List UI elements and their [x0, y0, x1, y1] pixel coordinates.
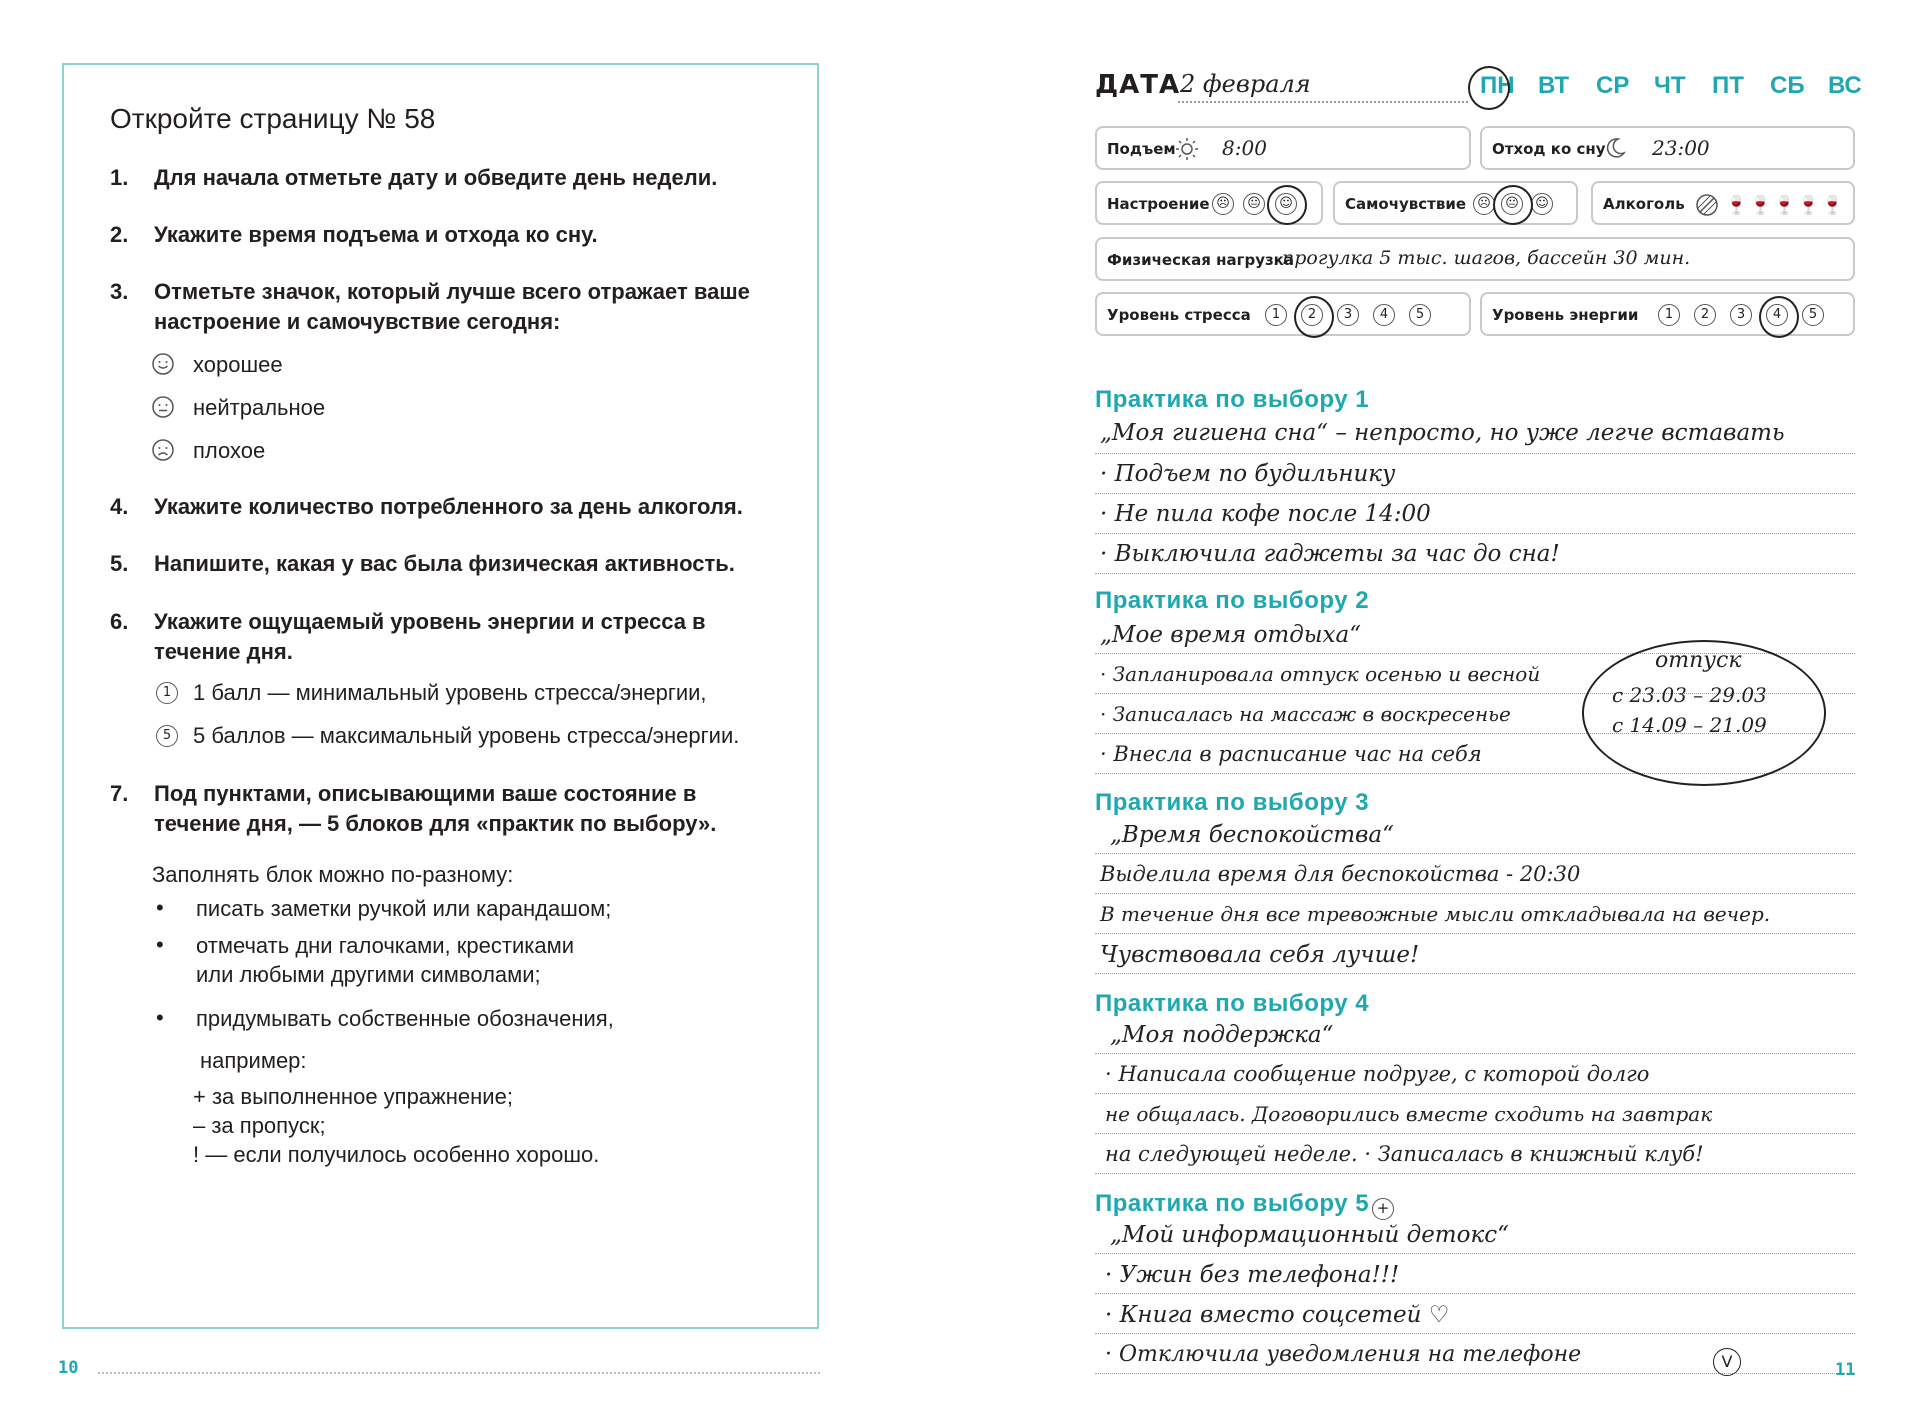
practice-2-line: · Запланировала отпуск осенью и весной [1100, 662, 1541, 686]
practice-1-title: Практика по выбору 1 [1095, 386, 1370, 413]
step-number: 5. [110, 551, 129, 576]
practice-5-title: Практика по выбору 5 [1095, 1190, 1370, 1217]
sad-face-icon [151, 438, 175, 466]
energy-1[interactable]: 1 [1658, 304, 1680, 326]
bullet-text: отмечать дни галочками, крестиками [196, 933, 574, 958]
step-number: 2. [110, 222, 129, 247]
scale-min-text: 1 балл — минимальный уровень стресса/энергии, [193, 680, 707, 705]
practice-2-line: „Мое время отдыха“ [1100, 622, 1361, 648]
sleep-label: Отход ко сну [1492, 140, 1606, 158]
wellbeing-label: Самочувствие [1345, 195, 1467, 213]
smile-icon[interactable]: ☺ [1275, 193, 1297, 215]
practice-5-line: · Отключила уведомления на телефоне [1105, 1342, 1582, 1367]
glass-icon[interactable]: 🍷 [1773, 195, 1796, 216]
step-text: Укажите время подъема и отхода ко сну. [154, 222, 598, 247]
sad-face-icon[interactable]: ☹ [1212, 193, 1234, 215]
ruled-line [1095, 893, 1855, 894]
page-number-right: 11 [1835, 1360, 1856, 1380]
sleep-field[interactable] [1480, 126, 1855, 170]
ruled-line [1095, 933, 1855, 934]
vacation-date: с 23.03 – 29.03 [1612, 683, 1767, 707]
stress-label: Уровень стресса [1107, 306, 1251, 324]
practice-5-line: · Книга вместо соцсетей ♡ [1105, 1302, 1450, 1328]
glass-icon[interactable]: 🍷 [1797, 195, 1820, 216]
bullet-dot: • [156, 895, 164, 920]
mark-excl: ! — если получилось особенно хорошо. [193, 1142, 600, 1167]
step-number: 7. [110, 781, 129, 806]
energy-5[interactable]: 5 [1802, 304, 1824, 326]
stress-2[interactable]: 2 [1301, 304, 1323, 326]
activity-field[interactable] [1095, 237, 1855, 281]
bullet-dot: • [156, 932, 164, 957]
practice-4-line: не общалась. Договорились вместе сходить на завтрак [1105, 1102, 1713, 1126]
step-text: Укажите ощущаемый уровень энергии и стресса в течение дня. [154, 609, 706, 664]
no-alcohol-icon[interactable] [1695, 193, 1719, 221]
ruled-line [1095, 1133, 1855, 1134]
smile-icon [151, 352, 175, 380]
ruled-line [1095, 1373, 1855, 1374]
footer-rule [98, 1372, 820, 1374]
wake-field[interactable] [1095, 126, 1471, 170]
alcohol-field[interactable] [1591, 181, 1855, 225]
glass-icon[interactable]: 🍷 [1821, 195, 1844, 216]
vacation-title: отпуск [1655, 648, 1742, 673]
sleep-time: 23:00 [1652, 136, 1710, 160]
wake-time: 8:00 [1222, 136, 1267, 160]
practice-3-line: „Время беспокойства“ [1110, 822, 1394, 848]
selected-energy-circle [1759, 296, 1799, 338]
bullet-text: писать заметки ручкой или карандашом; [196, 896, 612, 921]
selected-stress-circle [1294, 296, 1334, 338]
mood-label: Настроение [1107, 195, 1210, 213]
practice-3-line: Чувствовала себя лучше! [1100, 942, 1420, 968]
activity-value: прогулка 5 тыс. шагов, бассейн 30 мин. [1282, 247, 1691, 269]
date-label: ДАТА [1095, 70, 1181, 100]
day-fri[interactable]: ПТ [1712, 72, 1744, 99]
date-line [1178, 101, 1468, 103]
page-title: Откройте страницу № 58 [110, 103, 436, 134]
ruled-line [1095, 1293, 1855, 1294]
bullet-text: придумывать собственные обозначения, [196, 1006, 614, 1031]
day-mon[interactable]: ПН [1480, 72, 1515, 99]
alcohol-label: Алкоголь [1603, 195, 1685, 213]
check-mark-icon: V [1713, 1348, 1741, 1376]
ruled-line [1095, 1333, 1855, 1334]
step-number: 6. [110, 609, 129, 634]
activity-label: Физическая нагрузка [1107, 251, 1294, 269]
energy-label: Уровень энергии [1492, 306, 1639, 324]
step-number: 4. [110, 494, 129, 519]
practice-5-line: „Мой информационный детокс“ [1110, 1222, 1509, 1248]
mark-minus: – за пропуск; [193, 1113, 326, 1138]
practice-3-line: В течение дня все тревожные мысли откладывала на вечер. [1100, 902, 1771, 926]
selected-wellbeing-circle [1493, 185, 1533, 225]
practice-4-line: · Написала сообщение подруге, с которой долго [1105, 1062, 1650, 1086]
selected-mood-circle [1267, 185, 1307, 225]
energy-2[interactable]: 2 [1694, 304, 1716, 326]
day-tue[interactable]: ВТ [1538, 72, 1570, 99]
energy-3[interactable]: 3 [1730, 304, 1752, 326]
scale-max-icon: 5 [156, 725, 178, 747]
ruled-line [1095, 453, 1855, 454]
practice-2-line: · Внесла в расписание час на себя [1100, 742, 1482, 766]
energy-field[interactable] [1480, 292, 1855, 336]
practice-4-title: Практика по выбору 4 [1095, 990, 1370, 1017]
practice-3-title: Практика по выбору 3 [1095, 789, 1370, 816]
ruled-line [1095, 1053, 1855, 1054]
practice-3-line: Выделила время для беспокойства - 20:30 [1100, 862, 1581, 886]
stress-5[interactable]: 5 [1409, 304, 1431, 326]
practice-2-line: · Записалась на массаж в воскресенье [1100, 702, 1511, 726]
practice-2-title: Практика по выбору 2 [1095, 587, 1370, 614]
ruled-line [1095, 493, 1855, 494]
plus-mark-icon: + [1372, 1198, 1394, 1220]
glass-icon[interactable]: 🍷 [1725, 195, 1748, 216]
practice-4-line: на следующей неделе. · Записалась в книжный клуб! [1105, 1142, 1704, 1166]
moon-icon [1604, 136, 1626, 164]
mood-neutral: нейтральное [193, 395, 326, 420]
step-text: Для начала отметьте дату и обведите день недели. [154, 165, 718, 190]
example-label: например: [200, 1048, 307, 1073]
wellbeing-field[interactable] [1333, 181, 1578, 225]
wake-label: Подъем [1107, 140, 1176, 158]
practice-4-line: „Моя поддержка“ [1110, 1022, 1334, 1048]
mood-field[interactable] [1095, 181, 1323, 225]
stress-4[interactable]: 4 [1373, 304, 1395, 326]
ruled-line [1095, 973, 1855, 974]
step-text: Отметьте значок, который лучше всего отражает ваше настроение и самочувствие сегодня: [154, 279, 750, 334]
practice-5-line: · Ужин без телефона!!! [1105, 1262, 1400, 1288]
neutral-face-icon [151, 395, 175, 423]
smile-icon[interactable]: ☺ [1531, 193, 1553, 215]
mood-good: хорошее [193, 352, 283, 377]
step-text: Напишите, какая у вас была физическая активность. [154, 551, 735, 576]
bullet-dot: • [156, 1005, 164, 1030]
scale-max-text: 5 баллов — максимальный уровень стресса/энергии. [193, 723, 740, 748]
ruled-line [1095, 533, 1855, 534]
stress-field[interactable] [1095, 292, 1471, 336]
sad-face-icon[interactable]: ☹ [1473, 193, 1495, 215]
scale-min-icon: 1 [156, 682, 178, 704]
practice-1-line: · Подъем по будильнику [1100, 461, 1396, 487]
fill-intro: Заполнять блок можно по-разному: [152, 862, 514, 887]
day-sat[interactable]: СБ [1770, 72, 1805, 99]
stress-3[interactable]: 3 [1337, 304, 1359, 326]
practice-1-line: · Выключила гаджеты за час до сна! [1100, 541, 1560, 567]
practice-1-line: „Моя гигиена сна“ – непросто, но уже легче вставать [1100, 420, 1785, 446]
neutral-face-icon[interactable]: 😐 [1501, 193, 1523, 215]
day-wed[interactable]: СР [1596, 72, 1630, 99]
ruled-line [1095, 573, 1855, 574]
step-number: 1. [110, 165, 129, 190]
selected-day-circle [1468, 66, 1510, 110]
page-number-left: 10 [58, 1358, 79, 1378]
mood-bad: плохое [193, 438, 266, 463]
day-thu[interactable]: ЧТ [1654, 72, 1686, 99]
neutral-face-icon[interactable]: 😐 [1243, 193, 1265, 215]
date-value: 2 февраля [1180, 70, 1311, 98]
day-sun[interactable]: ВС [1828, 72, 1862, 99]
bullet-text: или любыми другими символами; [196, 962, 541, 987]
practice-1-line: · Не пила кофе после 14:00 [1100, 501, 1431, 527]
stress-1[interactable]: 1 [1265, 304, 1287, 326]
mark-plus: + за выполненное упражнение; [193, 1084, 513, 1109]
sun-icon [1175, 137, 1199, 165]
glass-icon[interactable]: 🍷 [1749, 195, 1772, 216]
vacation-date: с 14.09 – 21.09 [1612, 713, 1767, 737]
step-text: Укажите количество потребленного за день алкоголя. [154, 494, 743, 519]
step-text: Под пунктами, описывающими ваше состояние в течение дня, — 5 блоков для «практик по выбору». [154, 781, 717, 836]
ruled-line [1095, 853, 1855, 854]
energy-4[interactable]: 4 [1766, 304, 1788, 326]
ruled-line [1095, 1253, 1855, 1254]
step-number: 3. [110, 279, 129, 304]
ruled-line [1095, 1173, 1855, 1174]
ruled-line [1095, 1093, 1855, 1094]
